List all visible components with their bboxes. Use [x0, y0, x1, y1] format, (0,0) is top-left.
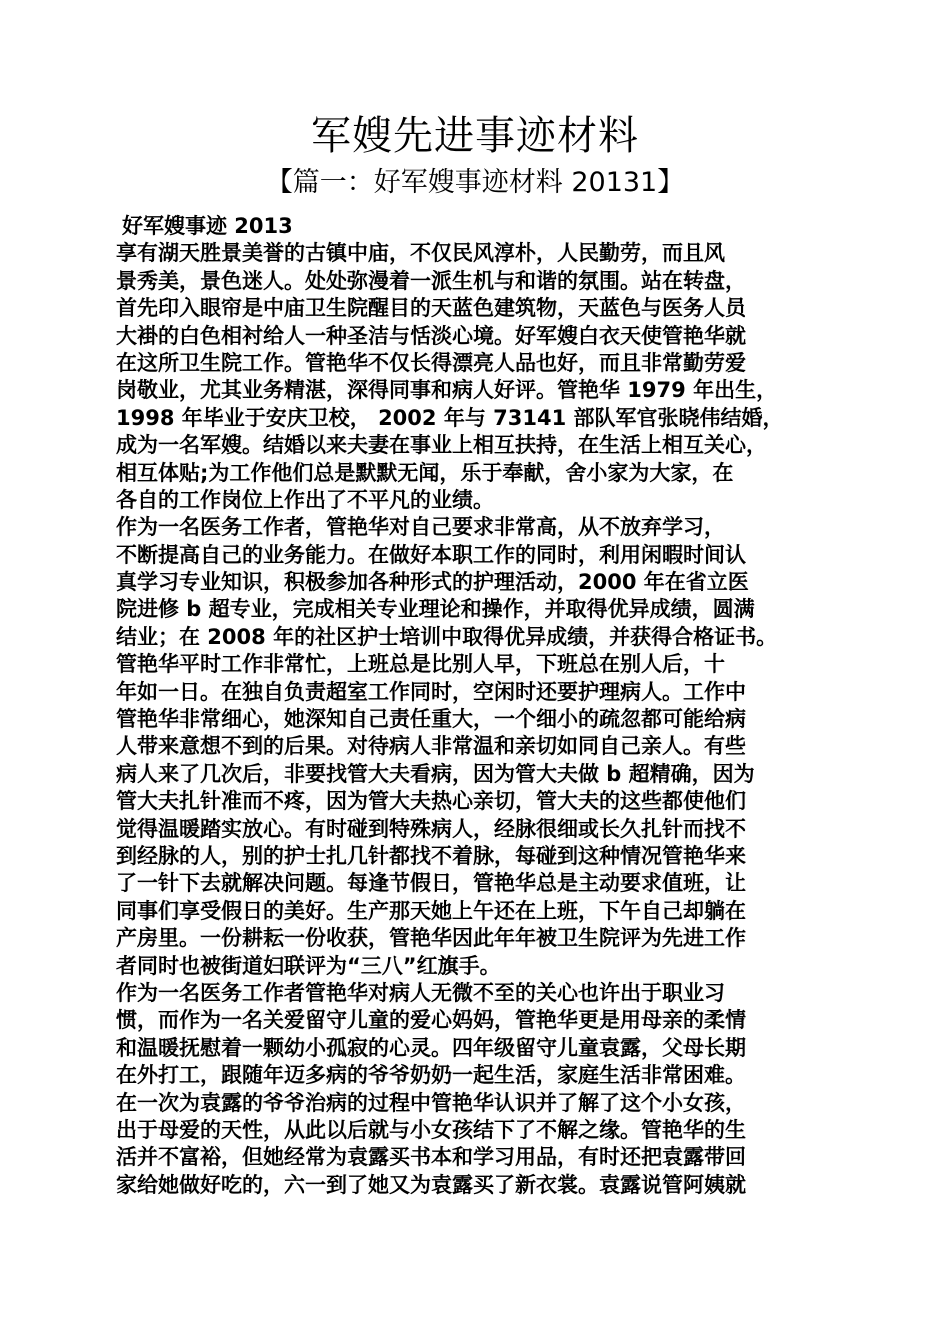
text-line: 和温暖抚慰着一颗幼小孤寂的心灵。四年级留守儿童袁露，父母长期: [116, 1035, 746, 1060]
text-line: 作为一名医务工作者管艳华对病人无微不至的关心也许出于职业习: [116, 980, 725, 1005]
text-line: 在这所卫生院工作。管艳华不仅长得漂亮人品也好，而且非常勤劳爱: [116, 350, 746, 375]
text-line: 大褂的白色相衬给人一种圣洁与恬淡心境。好军嫂白衣天使管艳华就: [116, 323, 746, 348]
text-line: 人带来意想不到的后果。对待病人非常温和亲切如同自己亲人。有些: [116, 734, 746, 759]
text-line: 活并不富裕，但她经常为袁露买书本和学习用品，有时还把袁露带回: [116, 1145, 746, 1170]
text-line: 觉得温暖踏实放心。有时碰到特殊病人，经脉很细或长久扎针而找不: [116, 816, 746, 841]
text-line: 产房里。一份耕耘一份收获，管艳华因此年年被卫生院评为先进工作: [116, 926, 746, 951]
text-line: 惯，而作为一名关爱留守儿童的爱心妈妈，管艳华更是用母亲的柔情: [116, 1008, 746, 1033]
text-line: 成为一名军嫂。结婚以来夫妻在事业上相互扶持，在生活上相互关心，: [116, 433, 767, 458]
text-line: 真学习专业知识，积极参加各种形式的护理活动，2000 年在省立医: [116, 570, 749, 595]
text-line: 家给她做好吃的，六一到了她又为袁露买了新衣裳。袁露说管阿姨就: [116, 1172, 746, 1197]
text-line: 管大夫扎针准而不疼，因为管大夫热心亲切，管大夫的这些都使他们: [116, 789, 746, 814]
text-line: 景秀美，景色迷人。处处弥漫着一派生机与和谐的氛围。站在转盘，: [116, 268, 746, 293]
text-line: 出于母爱的天性，从此以后就与小女孩结下了不解之缘。管艳华的生: [116, 1117, 746, 1142]
text-line: 病人来了几次后，非要找管大夫看病，因为管大夫做 b 超精确，因为: [116, 761, 755, 786]
text-line: 作为一名医务工作者，管艳华对自己要求非常高，从不放弃学习，: [116, 515, 725, 540]
text-line: 在外打工，跟随年迈多病的爷爷奶奶一起生活，家庭生活非常困难。: [116, 1063, 746, 1088]
text-line: 在一次为袁露的爷爷治病的过程中管艳华认识并了解了这个小女孩，: [116, 1090, 746, 1115]
text-line: 者同时也被街道妇联评为“三八”红旗手。: [116, 953, 501, 978]
document-body: [116, 213, 856, 1199]
document-subtitle: 【篇一：好军嫂事迹材料 20131】: [265, 167, 685, 198]
text-line: 岗敬业，尤其业务精湛，深得同事和病人好评。管艳华 1979 年出生，: [116, 378, 778, 403]
text-line: 管艳华非常细心，她深知自己责任重大，一个细小的疏忽都可能给病: [116, 707, 746, 732]
document-title: 军嫂先进事迹材料: [311, 113, 639, 159]
text-line: 各自的工作岗位上作出了不平凡的业绩。: [116, 487, 494, 512]
text-line: 同事们享受假日的美好。生产那天她上午还在上班，下午自己却躺在: [116, 898, 746, 923]
text-line: 相互体贴;为工作他们总是默默无闻，乐于奉献，舍小家为大家，在: [116, 460, 734, 485]
text-line: 享有湖天胜景美誉的古镇中庙，不仅民风淳朴，人民勤劳，而且风: [116, 241, 725, 266]
text-line: 管艳华平时工作非常忙，上班总是比别人早，下班总在别人后，十: [116, 652, 725, 677]
text-line: 到经脉的人，别的护士扎几针都找不着脉，每碰到这种情况管艳华来: [116, 843, 746, 868]
text-line: 院进修 b 超专业，完成相关专业理论和操作，并取得优异成绩，圆满: [116, 597, 755, 622]
text-line: 不断提高自己的业务能力。在做好本职工作的同时，利用闲暇时间认: [116, 542, 746, 567]
text-line: 首先印入眼帘是中庙卫生院醒目的天蓝色建筑物，天蓝色与医务人员: [116, 296, 746, 321]
text-line: 年如一日。在独自负责超室工作同时，空闲时还要护理病人。工作中: [116, 679, 746, 704]
text-line: 了一针下去就解决问题。每逢节假日，管艳华总是主动要求值班，让: [116, 871, 746, 896]
section-heading: 好军嫂事迹 2013: [122, 214, 293, 238]
body-text: [116, 240, 856, 1199]
text-line: 结业；在 2008 年的社区护士培训中取得优异成绩，并获得合格证书。: [116, 624, 778, 649]
text-line: 1998 年毕业于安庆卫校， 2002 年与 73141 部队军官张晓伟结婚，: [116, 405, 784, 430]
